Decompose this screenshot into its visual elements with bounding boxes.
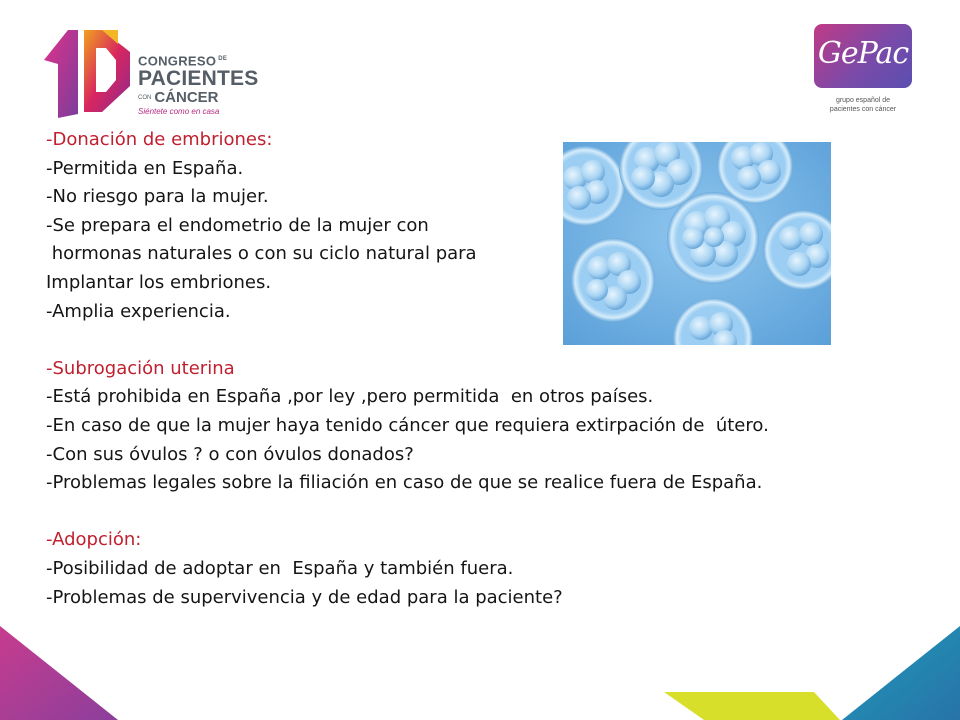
text-line: -Posibilidad de adoptar en España y también fuera. [46,557,514,579]
congress-logo-tagline: Siéntete como en casa [138,107,220,117]
text-line: -Amplia experiencia. [46,300,231,322]
congress-logo-line1: CONGRESO [138,53,217,69]
gepac-logo-subtitle-line1: grupo español de [835,97,891,104]
section-spacer [46,326,926,355]
section-heading-adoption: -Adopción: [46,529,142,551]
congress-logo-line3: CÁNCER [154,89,219,107]
text-line: -En caso de que la mujer haya tenido cáncer que requiera extirpación de útero. [46,414,769,436]
text-line: -No riesgo para la mujer. [46,186,269,208]
congress-logo-text [138,52,258,117]
gepac-logo [808,24,918,120]
text-line: -Está prohibida en España ,por ley ,pero permitida en otros países. [46,386,654,408]
text-line: -Problemas legales sobre la filiación en caso de que se realice fuera de España. [46,472,763,494]
bottom-right-decoration [664,626,960,720]
gepac-logo-subtitle [808,96,918,114]
bottom-left-decoration [0,626,118,720]
section-spacer [46,498,926,527]
text-line: -Se prepara el endometrio de la mujer con [46,214,429,236]
congress-logo-mark-icon [40,22,136,118]
congress-logo-line2: PACIENTES [138,67,259,91]
text-line: hormonas naturales o con su ciclo natural para [46,243,477,265]
section-heading-uterine-surrogacy: -Subrogación uterina [46,357,235,379]
gepac-logo-subtitle-line2: pacientes con cáncer [829,106,897,113]
slide-body [46,126,926,612]
text-line: -Problemas de supervivencia y de edad para la paciente? [46,586,563,608]
text-line: -Con sus óvulos ? o con óvulos donados? [46,443,414,465]
congress-logo [40,22,270,122]
text-line: -Permitida en España. [46,157,244,179]
congress-logo-line1-sup: DE [218,56,228,62]
text-line: Implantar los embriones. [46,271,272,293]
section-heading-embryo-donation: -Donación de embriones: [46,129,273,150]
gepac-logo-wordmark: GePac [817,36,909,71]
congress-logo-line3-small: CON [138,95,152,102]
